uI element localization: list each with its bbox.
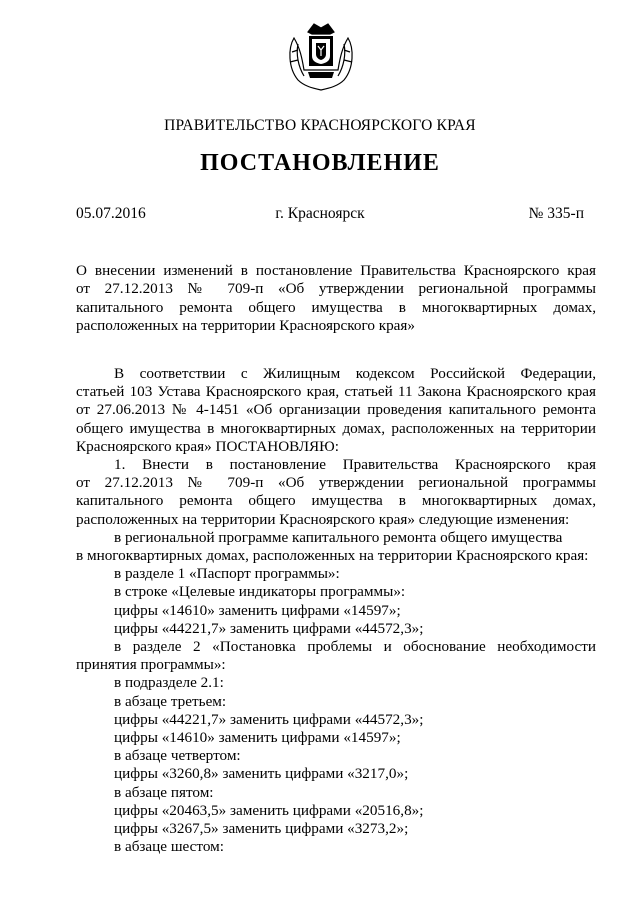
document-number: № 335-п bbox=[528, 205, 584, 222]
body-line: цифры «3267,5» заменить цифрами «3273,2»; bbox=[114, 820, 409, 838]
document-city: г. Красноярск bbox=[275, 205, 365, 222]
document-date: 05.07.2016 bbox=[76, 205, 146, 222]
body-line: в абзаце четвертом: bbox=[114, 747, 241, 765]
body-line: в строке «Целевые индикаторы программы»: bbox=[114, 583, 406, 601]
document-body bbox=[76, 365, 596, 856]
body-line: в абзаце третьем: bbox=[114, 692, 227, 710]
document-subject bbox=[76, 262, 596, 336]
body-line: в региональной программе капитального ремонта общего имущества bbox=[114, 528, 563, 546]
body-line: В соответствии с Жилищным кодексом Российской Федерации, bbox=[114, 365, 596, 382]
body-line: в абзаце шестом: bbox=[114, 838, 224, 856]
body-line: цифры «44221,7» заменить цифрами «44572,3»; bbox=[114, 710, 424, 728]
body-line: принятия программы»: bbox=[76, 656, 226, 674]
body-line: от 27.06.2013 № 4-1451 «Об организации проведения капитального ремонта bbox=[76, 401, 596, 419]
body-line: цифры «3260,8» заменить цифрами «3217,0»; bbox=[114, 765, 409, 783]
body-line: расположенных на территории Красноярского края» следующие изменения: bbox=[76, 510, 570, 528]
body-line: в разделе 1 «Паспорт программы»: bbox=[114, 565, 340, 583]
body-line: капитального ремонта общего имущества в многоквартирных домах, bbox=[76, 492, 596, 510]
subject-line: капитального ремонта общего имущества в многоквартирных домах, bbox=[76, 298, 596, 316]
subject-line: О внесении изменений в постановление Правительства Красноярского края bbox=[76, 262, 596, 279]
body-line: статьей 103 Устава Красноярского края, статьей 11 Закона Красноярского края bbox=[76, 383, 596, 401]
body-line: общего имущества в многоквартирных домах, расположенных на территории bbox=[76, 419, 596, 437]
body-line: в абзаце пятом: bbox=[114, 783, 214, 801]
body-line: цифры «14610» заменить цифрами «14597»; bbox=[114, 729, 401, 747]
body-line: в многоквартирных домах, расположенных на территории Красноярского края: bbox=[76, 547, 589, 565]
body-line: от 27.12.2013 № 709-п «Об утверждении региональной программы bbox=[76, 474, 596, 492]
body-line: в подразделе 2.1: bbox=[114, 674, 224, 692]
body-line: 1. Внести в постановление Правительства Красноярского края bbox=[114, 456, 596, 474]
document-type-title: ПОСТАНОВЛЕНИЕ bbox=[200, 150, 440, 176]
krasnoyarsk-coat-of-arms-icon bbox=[286, 18, 356, 92]
body-line: цифры «14610» заменить цифрами «14597»; bbox=[114, 601, 401, 619]
subject-line: расположенных на территории Красноярского края» bbox=[76, 317, 416, 335]
body-line: цифры «20463,5» заменить цифрами «20516,8»; bbox=[114, 801, 424, 819]
government-name: ПРАВИТЕЛЬСТВО КРАСНОЯРСКОГО КРАЯ bbox=[164, 117, 476, 134]
body-line: в разделе 2 «Постановка проблемы и обоснование необходимости bbox=[114, 638, 596, 656]
subject-line: от 27.12.2013 № 709-п «Об утверждении региональной программы bbox=[76, 280, 596, 298]
body-line: цифры «44221,7» заменить цифрами «44572,3»; bbox=[114, 619, 424, 637]
body-line: Красноярского края» ПОСТАНОВЛЯЮ: bbox=[76, 437, 339, 455]
